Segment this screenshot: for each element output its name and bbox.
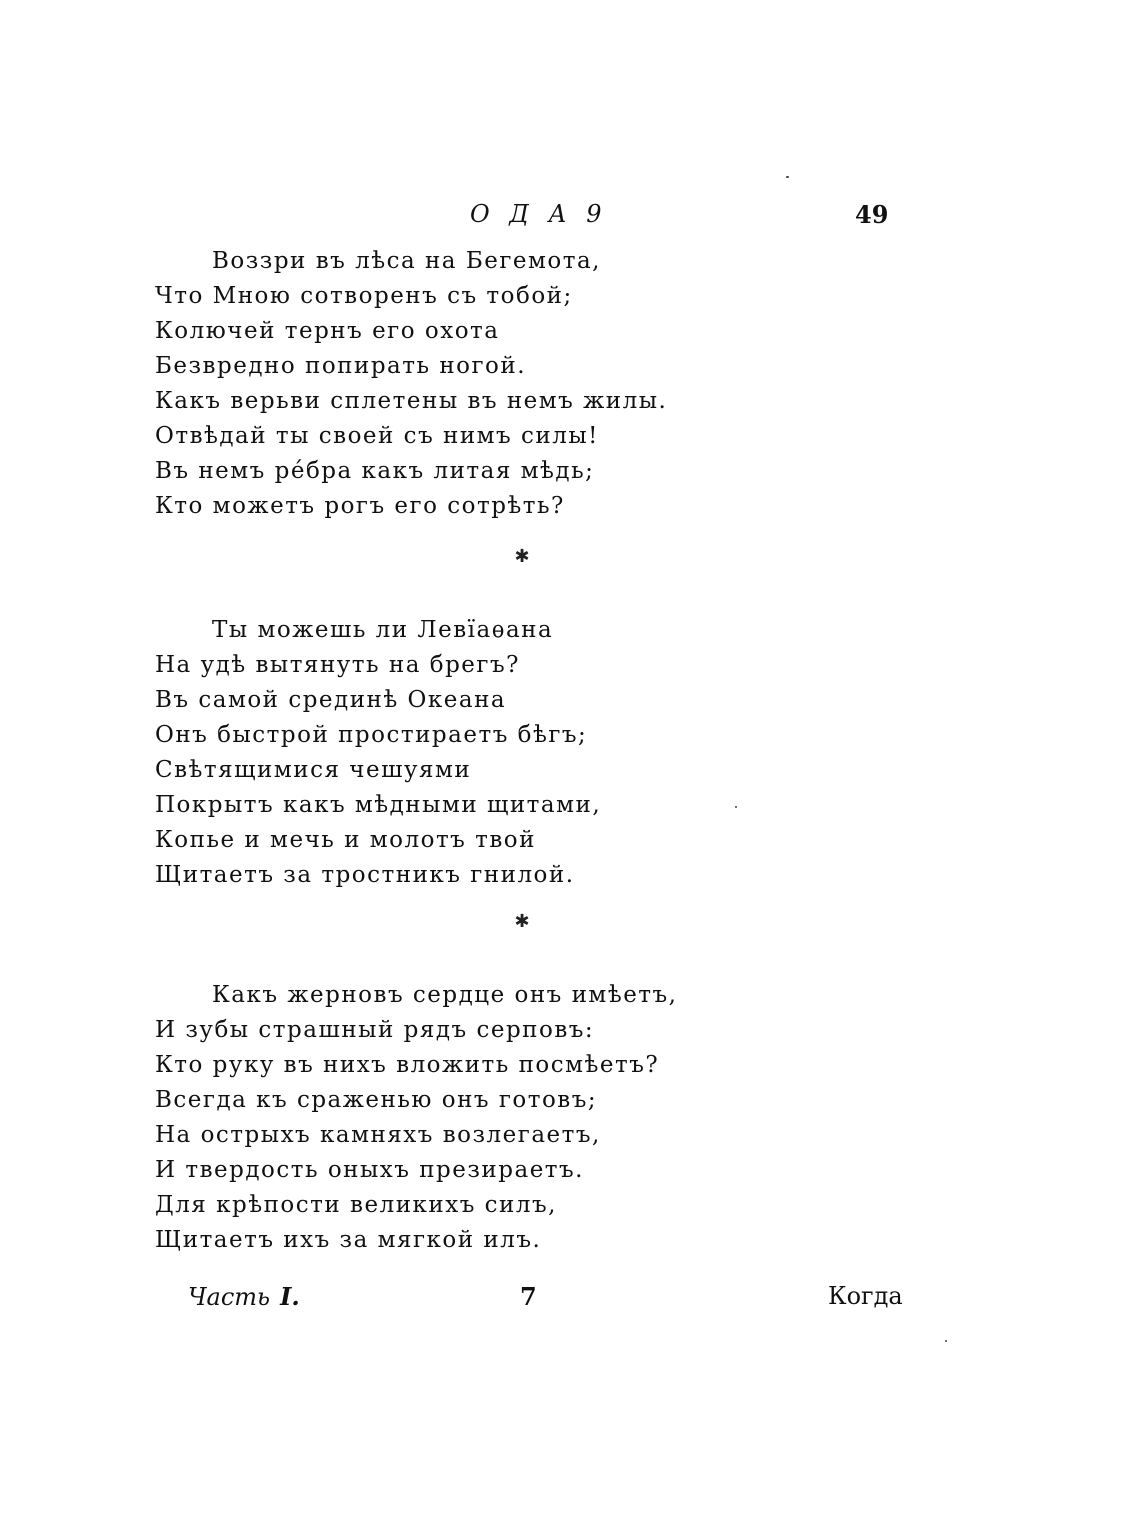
stanza-2 [155, 613, 601, 893]
stanza-1 [155, 244, 667, 524]
signature-label: Часть [188, 1283, 271, 1311]
verse-line: Въ самой срединѣ Океана [155, 687, 507, 713]
verse-line: Щитаетъ за тростникъ гнилой. [155, 862, 575, 888]
verse-line: Кто можетъ рогъ его сотрѣть? [155, 493, 565, 519]
verse-line: Какъ жерновъ сердце онъ имѣетъ, [212, 982, 678, 1008]
paper-speck [735, 806, 737, 808]
signature-mark [188, 1282, 300, 1311]
verse-line: Колючей тернъ его охота [155, 318, 500, 344]
verse-line: Какъ верьви сплетены въ немъ жилы. [155, 388, 668, 414]
volume-number: I. [280, 1282, 300, 1311]
verse-line: Въ немъ ре́бра какъ литая мѣдь; [155, 458, 595, 484]
verse-line: Что Мною сотворенъ съ тобой; [155, 283, 573, 309]
verse-line: Воззри въ лѣса на Бегемота, [212, 248, 601, 274]
verse-line: Копье и мечь и молотъ твой [155, 827, 536, 853]
page-number: 49 [855, 200, 889, 229]
verse-line: На удѣ вытянуть на брегъ? [155, 652, 520, 678]
catchword: Когда [828, 1282, 903, 1310]
running-title: О Д А 9 [470, 200, 608, 228]
paper-speck [945, 1340, 947, 1342]
stanza-3 [155, 978, 677, 1258]
stanza-separator-icon: ✱ [514, 911, 530, 932]
verse-line: Ты можешь ли Левїаѳана [212, 617, 554, 643]
verse-line: Свѣтящимися чешуями [155, 757, 472, 783]
verse-line: Покрытъ какъ мѣдными щитами, [155, 792, 602, 818]
verse-line: И твердость оныхъ презираетъ. [155, 1157, 584, 1183]
verse-line: И зубы страшный рядъ серповъ: [155, 1017, 595, 1043]
verse-line: Кто руку въ нихъ вложить посмѣетъ? [155, 1052, 660, 1078]
verse-line: Онъ быстрой простираетъ бѣгъ; [155, 722, 588, 748]
verse-line: Безвредно попирать ногой. [155, 353, 527, 379]
verse-line: Для крѣпости великихъ силъ, [155, 1192, 557, 1218]
paper-speck [786, 176, 789, 178]
verse-line: Всегда къ сраженью онъ готовъ; [155, 1087, 598, 1113]
verse-line: Щитаетъ ихъ за мягкой илъ. [155, 1227, 542, 1253]
sheet-number: 7 [520, 1282, 537, 1311]
stanza-separator-icon: ✱ [514, 546, 530, 567]
verse-line: Отвѣдай ты своей съ нимъ силы! [155, 423, 599, 449]
verse-line: На острыхъ камняхъ возлегаетъ, [155, 1122, 601, 1148]
